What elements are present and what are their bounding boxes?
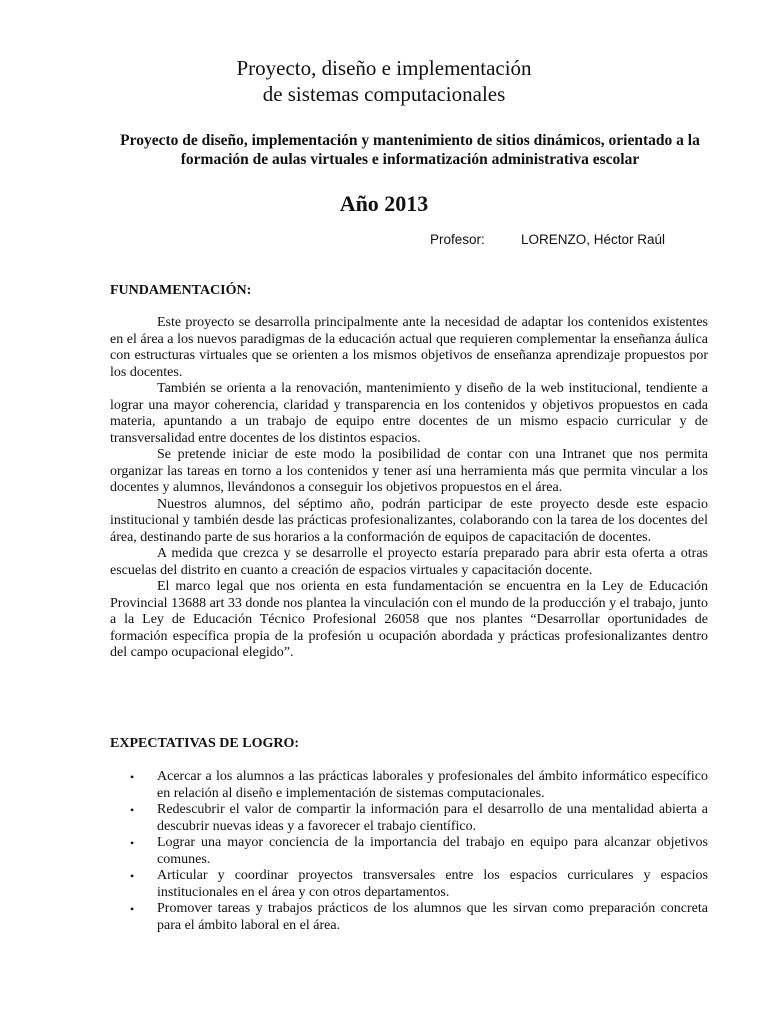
- paragraph: Este proyecto se desarrolla principalmente ante la necesidad de adaptar los contenidos existentes en el área a los nuevos paradigmas de la educación actual que requieren complementar la enseñanza áulica con estructuras virtuales que se orienten a los mismos objetivos de enseñanza aprendizaje propuestos por los docentes.: [110, 315, 708, 380]
- paragraph: A medida que crezca y se desarrolle el proyecto estaría preparado para abrir esta oferta a otras escuelas del distrito en cuanto a creación de espacios virtuales y capacitación docente.: [110, 546, 708, 578]
- expectativas-heading: EXPECTATIVAS DE LOGRO:: [110, 736, 300, 751]
- list-item-text: Articular y coordinar proyectos transversales entre los espacios curriculares y espacios institucionales en el área y con otros departamentos.: [157, 868, 708, 900]
- list-item-text: Redescubrir el valor de compartir la información para el desarrollo de una mentalidad abierta a descubrir nuevas ideas y a favorecer el trabajo científico.: [157, 802, 708, 834]
- bullet-icon: •: [130, 902, 135, 916]
- bullet-icon: •: [130, 803, 135, 817]
- list-item: [110, 769, 708, 802]
- list-item-text: Lograr una mayor conciencia de la importancia del trabajo en equipo para alcanzar objetivos comunes.: [157, 835, 708, 867]
- list-item-text: Promover tareas y trabajos prácticos de los alumnos que les sirvan como preparación concreta para el ámbito laboral en el área.: [157, 901, 708, 933]
- paragraph: Nuestros alumnos, del séptimo año, podrán participar de este proyecto desde este espacio institucional y también desde las prácticas profesionalizantes, colaborando con la tarea de los docentes del área, destinando parte de sus horarios a la conformación de equipos de capacitación de docentes.: [110, 496, 708, 545]
- bullet-icon: •: [130, 770, 135, 784]
- list-item: [110, 802, 708, 835]
- professor-label: Profesor:: [430, 232, 485, 247]
- year: Año 2013: [339, 191, 429, 216]
- paragraph: Se pretende iniciar de este modo la posibilidad de contar con una Intranet que nos permita organizar las tareas en torno a los contenidos y tener así una herramienta más que permita vincular a los docentes y alumnos, llevándonos a conseguir los objetivos propuestos en el área.: [110, 447, 708, 495]
- paragraph: El marco legal que nos orienta en esta fundamentación se encuentra en la Ley de Educación Provincial 13688 art 33 donde nos plantea la vinculación con el mundo de la producción y el trabajo, junto a la Ley de Educación Técnico Profesional 26058 que nos plantes “Desarrollar oportunidades de formación específica propia de la profesión u ocupación abordada y prácticas profesionalizantes dentro del campo ocupacional elegido”.: [110, 579, 708, 660]
- list-item: [110, 901, 708, 934]
- bullet-icon: •: [130, 836, 135, 850]
- list-item: [110, 835, 708, 868]
- list-item-text: Acercar a los alumnos a las prácticas laborales y profesionales del ámbito informático específico en relación al diseño e implementación de sistemas computacionales.: [157, 769, 708, 801]
- list-item: [110, 868, 708, 901]
- title-line-1: Proyecto, diseño e implementación: [236, 56, 532, 80]
- bullet-icon: •: [130, 869, 135, 883]
- fundamentacion-body: [110, 315, 708, 662]
- expectativas-list: [110, 769, 708, 934]
- professor-name: LORENZO, Héctor Raúl: [521, 232, 666, 247]
- paragraph: También se orienta a la renovación, mantenimiento y diseño de la web institucional, tendiente a lograr una mayor coherencia, claridad y transparencia en los contenidos y objetivos propuestos en cada materia, apuntando a un trabajo de equipo entre docentes de un mismo espacio curricular y de transversalidad entre docentes de los distintos espacios.: [110, 381, 708, 446]
- title-line-2: de sistemas computacionales: [262, 82, 506, 106]
- subtitle: Proyecto de diseño, implementación y mantenimiento de sitios dinámicos, orientado a la formación de aulas virtuales e informatización administrativa escolar: [120, 132, 700, 168]
- fundamentacion-heading: FUNDAMENTACIÓN:: [110, 283, 252, 298]
